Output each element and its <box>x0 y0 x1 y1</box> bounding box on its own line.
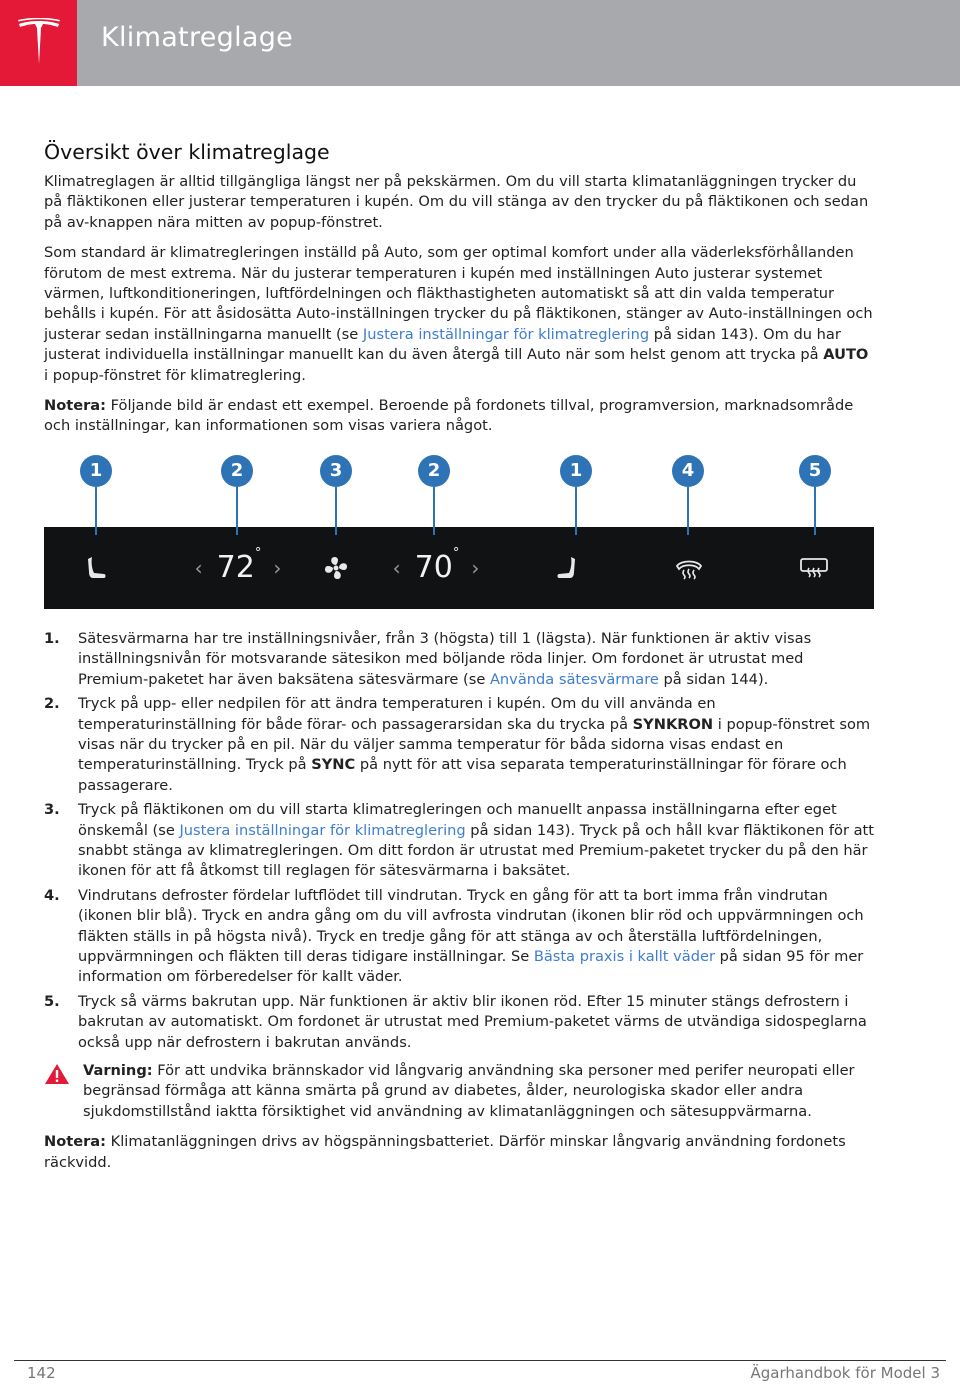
note-text: Följande bild är endast ett exempel. Beroende på fordonets tillval, programversion, marknadsområde och inställningar, kan informationen som visas variera något. <box>44 397 854 435</box>
text-run: Som standard är klimatregleringen inställd på Auto, som ger optimal komfort under alla väderleksförhållanden förutom de mest extrema. När du justerar temperaturen i kupén med inställningen Auto justerar systemet värmen, luftkonditioneringen, luftfördelningen och fläkthastigheten automatiskt så att din valda temperatur behålls i kupén. För att åsidosätta Auto-inställningen trycker du på fläktikonen, stänger av Auto-inställningen och justerar sedan inställningarna manuellt (se <box>44 244 873 343</box>
tesla-logo-icon <box>16 18 62 68</box>
sync-keyword: SYNC <box>311 756 356 774</box>
synkron-keyword: SYNKRON <box>632 715 714 733</box>
chapter-title: Klimatreglage <box>101 22 294 53</box>
warning-icon <box>44 1063 70 1085</box>
page-header <box>0 0 960 86</box>
footer-divider <box>14 1360 946 1361</box>
link-cold-weather[interactable]: Bästa praxis i kallt väder <box>533 947 715 965</box>
passenger-seat-heater-button[interactable] <box>553 527 579 609</box>
note-label: Notera: <box>44 397 106 415</box>
passenger-temp-value <box>414 546 460 586</box>
warning-label: Varning: <box>83 1062 153 1079</box>
item-number: 4. <box>44 886 60 904</box>
front-defrost-button[interactable] <box>674 527 704 609</box>
link-climate-settings[interactable]: Justera inställningar för klimatreglering <box>179 821 466 839</box>
callout-1-driver-seat: 1 <box>80 455 112 487</box>
text-run: Vindrutans defroster fördelar luftflödet till vindrutan. Tryck en gång för att ta bort imma från vindrutan (ikonen blir blå). Tryck en andra gång om du vill avfrosta vindrutan (ikonen blir röd och uppvärmningen och fläkten ställs in på högsta nivå). Tryck en tredje gång för att stänga av och återställa luftfördelningen, uppvärmningen och fläkten till deras tidigare inställningar. Se <box>78 886 864 965</box>
auto-keyword: AUTO <box>823 346 869 364</box>
section-heading: Översikt över klimatreglage <box>44 140 330 164</box>
text-run: på sidan 144). <box>658 670 769 688</box>
fan-button[interactable] <box>322 527 350 609</box>
seat-icon <box>86 555 108 581</box>
note-paragraph-2 <box>44 1132 876 1173</box>
callout-2-passenger-temp: 2 <box>418 455 450 487</box>
callout-5-rear-defrost: 5 <box>799 455 831 487</box>
callout-3-fan: 3 <box>320 455 352 487</box>
footer-title: Ägarhandbok för Model 3 <box>750 1364 940 1382</box>
tesla-logo <box>0 0 77 86</box>
note-paragraph <box>44 396 876 437</box>
front-defrost-icon <box>675 556 703 580</box>
driver-temp-number: 72 <box>216 550 255 586</box>
link-climate-settings[interactable]: Justera inställningar för klimatreglering <box>362 325 650 343</box>
item-number: 3. <box>44 801 60 819</box>
text-run: Tryck så värms bakrutan upp. När funktionen är aktiv blir ikonen röd. Efter 15 minuter stängs defrostern i bakrutan av automatiskt. Om fordonet är utrustat med Premium-paketet värms de utvändiga sidospeglarna också upp när defrostern i bakrutan används. <box>78 992 867 1051</box>
callout-2-driver-temp: 2 <box>221 455 253 487</box>
note-label: Notera: <box>44 1133 106 1151</box>
item-number: 2. <box>44 695 60 713</box>
text-run: på sidan 95 för mer information om förberedelser för kallt väder. <box>78 947 864 986</box>
page-number: 142 <box>27 1364 56 1382</box>
callout-1-passenger-seat: 1 <box>560 455 592 487</box>
fan-icon <box>323 555 349 581</box>
list-item-5 <box>44 992 876 1053</box>
rear-defrost-icon <box>799 556 829 580</box>
passenger-temp-control <box>382 527 490 609</box>
text-run: i popup-fönstret för klimatreglering. <box>44 366 306 384</box>
item-number: 1. <box>44 629 60 647</box>
text-run: Sätesvärmarna har tre inställningsnivåer, från 3 (högsta) till 1 (lägsta). När funktionen är aktiv visas inställningsnivån för motsvarande sätesikon med böljande röda linjer. Om fordonet är utrustat med Premium-paketet har även baksätena sätesvärmare (se <box>78 629 812 688</box>
note-text: Klimatanläggningen drivs av högspänningsbatteriet. Därför minskar långvarig användning fordonets räckvidd. <box>44 1133 846 1171</box>
list-item-3 <box>44 800 876 882</box>
driver-seat-heater-button[interactable] <box>84 527 110 609</box>
text-run: på sidan 143). Om du har justerat individuella inställningar manuellt kan du även återgå till Auto när som helst genom att trycka på <box>44 325 841 364</box>
intro-paragraph: Klimatreglagen är alltid tillgängliga längst ner på pekskärmen. Om du vill starta klimatanläggningen trycker du på fläktikonen eller justerar temperaturen i kupén. Om du vill stänga av den trycker du på fläktikonen och sedan på av-knappen nära mitten av popup-fönstret. <box>44 173 869 231</box>
rear-defrost-button[interactable] <box>798 527 830 609</box>
driver-temp-value <box>216 546 262 586</box>
auto-paragraph <box>44 243 876 386</box>
seat-icon <box>555 555 577 581</box>
list-item-1 <box>44 629 876 690</box>
driver-temp-down-button[interactable]: ‹ <box>194 555 203 580</box>
passenger-temp-up-button[interactable]: › <box>471 555 480 580</box>
item-number: 5. <box>44 992 60 1010</box>
list-item-4 <box>44 886 876 988</box>
text-run: Tryck på upp- eller nedpilen för att ändra temperaturen i kupén. Om du vill använda en temperaturinställning för både förar- och passagerarsidan ska du trycka på <box>78 695 716 733</box>
degree-symbol: ° <box>452 546 460 562</box>
passenger-temp-number: 70 <box>414 550 453 586</box>
warning-box <box>44 1061 876 1122</box>
text-run: Tryck på fläktikonen om du vill starta klimatregleringen och manuellt anpassa inställningarna efter eget önskemål (se <box>78 801 837 839</box>
text-run: i popup-fönstret som visas när du trycker på en pil. När du väljer samma temperatur för båda sidorna visas endast en temperaturinställning. Tryck på <box>78 715 871 774</box>
main-content <box>44 140 876 1183</box>
text-run: på sidan 143). Tryck på och håll kvar fläktikonen för att snabbt stänga av klimatregleringen. Om ditt fordon är utrustat med Premium-paketet trycker du på den här ikonen för att få åtkomst till reglagen för sätesvärmarna i baksätet. <box>78 821 874 880</box>
link-seat-heaters[interactable]: Använda sätesvärmare <box>489 670 659 688</box>
callout-4-front-defrost: 4 <box>672 455 704 487</box>
warning-text: För att undvika brännskador vid långvarig användning ska personer med perifer neuropati eller begränsad förmåga att känna smärta på grund av diabetes, ålder, neurologiska skador eller andra sjukdomstillstånd iaktta försiktighet vid användning av klimatanläggningen och sätesuppvärmarna. <box>83 1062 855 1120</box>
driver-temp-control <box>184 527 292 609</box>
passenger-temp-down-button[interactable]: ‹ <box>392 555 401 580</box>
text-run: på nytt för att visa separata temperaturinställningar för förare och passagerare. <box>78 756 847 794</box>
driver-temp-up-button[interactable]: › <box>273 555 282 580</box>
list-item-2 <box>44 694 876 796</box>
climate-bar-figure <box>44 455 874 611</box>
degree-symbol: ° <box>254 546 262 562</box>
numbered-list <box>44 629 876 1053</box>
